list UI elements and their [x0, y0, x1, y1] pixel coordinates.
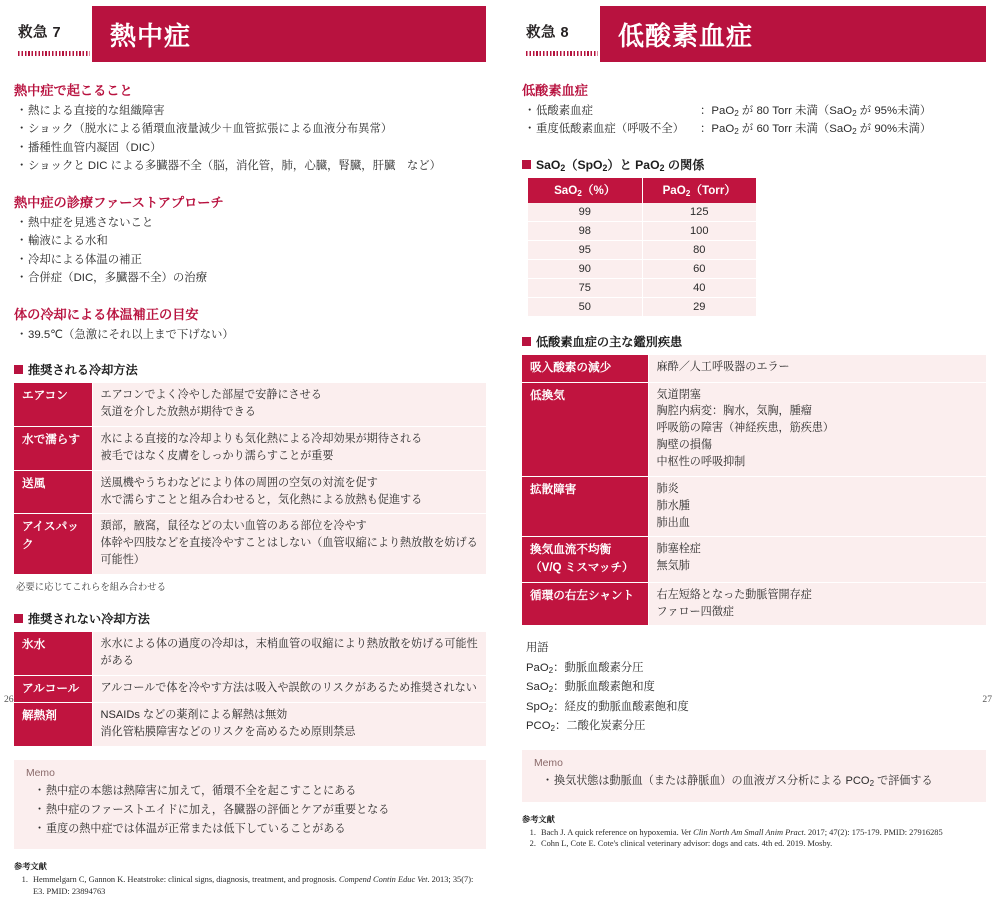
table-row — [522, 382, 986, 476]
terminology-item: SaO$_2$：動脈血酸素飽和度 — [526, 681, 655, 694]
table-row — [14, 632, 486, 675]
square-bullet-icon — [14, 614, 23, 623]
section-heading-first-approach: 熱中症の診療ファーストアプローチ — [14, 194, 224, 210]
subheading-sao2-pao2-relation — [522, 156, 986, 173]
definition-term: 重度低酸素血症（呼吸不全） — [536, 123, 685, 136]
list-item: ・ ショックと DIC による多臓器不全（脳，消化管，肺，心臓，腎臓，肝臓 など） — [18, 157, 486, 175]
row-label: 拡散障害 — [522, 476, 648, 537]
row-description: アルコールで体を冷やす方法は吸入や誤飲のリスクがあるため推奨されない — [92, 675, 486, 703]
memo-item: ・ 熱中症の本態は熱障害に加えて，循環不全を起こすことにある — [36, 782, 474, 801]
definition-value: ：PaO$_2$ が 80 Torr 未満（SaO$_2$ が 95%未満） — [700, 105, 932, 118]
memo-item: ・ 換気状態は動脈血（または静脈血）の血液ガス分析による $PCO_2$ で評価する — [544, 772, 974, 791]
list-hypoxemia-definitions — [526, 102, 986, 139]
row-description: 肺炎 肺水腫 肺出血 — [648, 476, 986, 537]
left-references-list — [14, 874, 486, 898]
subheading-sao2-pao2-label: SaO$_2$（SpO$_2$）と PaO$_2$ の関係 — [536, 157, 705, 173]
left-title-bar — [92, 6, 486, 62]
square-bullet-icon — [14, 365, 23, 374]
table-row — [14, 426, 486, 470]
reference-item: 1. Hemmelgarn C, Gannon K. Heatstroke: clinical signs, diagnosis, treatment, and prognosis. Compend Contin Educ Vet. 2013; 35(7): E3. PMID: 23894763 — [30, 874, 486, 898]
left-references-title: 参考文献 — [14, 862, 47, 872]
table-row — [528, 203, 756, 222]
table-row — [14, 514, 486, 574]
table-row — [522, 476, 986, 537]
table-cell: 125 — [642, 203, 756, 222]
list-item: ・ 39.5℃（急激にそれ以上まで下げない） — [18, 326, 486, 344]
definition-term: 低酸素血症 — [536, 105, 593, 117]
right-references — [522, 814, 986, 851]
reference-item: 1. Bach J. A quick reference on hypoxemia. Vet Clin North Am Small Anim Pract. 2017; 47(2): 175-179. PMID: 27916285 — [538, 827, 986, 839]
terminology-list — [526, 659, 986, 737]
table-cell: 99 — [528, 203, 642, 222]
reference-item: 2. Cohn L, Cote E. Cote's clinical veterinary advisor: dogs and cats. 4th ed. 2019. Mosby. — [538, 838, 986, 850]
row-description: NSAIDs などの薬剤による解熱は無効 消化管粘膜障害などのリスクを高めるため原則禁忌 — [100, 709, 356, 739]
section-heading-heatstroke-effects: 熱中症で起こること — [14, 83, 133, 98]
row-description: 右左短絡となった動脈管開存症 ファロー四徴症 — [656, 588, 812, 618]
right-chapter-number: 救急 8 — [526, 24, 570, 41]
table-row — [522, 582, 986, 625]
row-label: アイスパック — [14, 514, 92, 574]
list-item: ・ 熱中症を見逃さないこと — [18, 214, 486, 232]
list-item: ・ 熱による直接的な組織障害 — [18, 102, 486, 120]
list-item: ・ 冷却による体温の補正 — [18, 251, 486, 269]
list-item: ・ 輸液による水和 — [18, 232, 486, 250]
terminology-item: PaO$_2$：動脈血酸素分圧 — [526, 661, 644, 675]
terminology-heading: 用語 — [526, 642, 549, 655]
definition-row — [526, 102, 986, 120]
row-label: 吸入酸素の減少 — [522, 355, 648, 382]
left-page-title: 熱中症 — [110, 20, 192, 51]
table-row — [528, 221, 756, 240]
left-memo-title: Memo — [26, 768, 55, 779]
table-cell: 90 — [528, 259, 642, 278]
memo-item: ・ 熱中症のファーストエイドに加え，各臓器の評価とケアが重要となる — [36, 801, 474, 820]
list-item: ・ ショック（脱水による循環血液量減少＋血管拡張による血液分布異常） — [18, 120, 486, 138]
subheading-not-recommended-cooling — [14, 610, 486, 627]
table-row — [528, 240, 756, 259]
column-header: SaO$_2$（%） — [528, 178, 642, 203]
row-description: 水による直接的な冷却よりも気化熱による冷却効果が期待される 被毛ではなく皮膚をしっかり濡らすことが重要 — [92, 426, 486, 470]
list-item: ・ 播種性血管内凝固（DIC） — [18, 139, 486, 157]
row-label: 氷水 — [14, 632, 92, 675]
subheading-not-recommended-cooling-label: 推奨されない冷却方法 — [28, 611, 150, 626]
table-cell: 40 — [642, 278, 756, 297]
row-description: 麻酔／人工呼吸器のエラー — [648, 355, 986, 382]
table-row — [528, 278, 756, 297]
note-combine-methods: 必要に応じてこれらを組み合わせる — [16, 580, 167, 592]
left-memo-list — [26, 782, 474, 839]
row-label: 循環の右左シャント — [522, 582, 648, 625]
table-row — [522, 537, 986, 582]
column-header: PaO$_2$（Torr） — [642, 178, 756, 203]
terminology-item: $PCO_2$：二酸化炭素分圧 — [526, 720, 646, 733]
right-page-number: 27 — [982, 694, 992, 705]
definition-row — [526, 120, 986, 138]
terminology-section — [526, 639, 986, 736]
dotted-rule-decoration — [526, 51, 598, 56]
row-description: エアコンでよく冷やした部屋で安静にさせる 気道を介した放熱が期待できる — [92, 383, 486, 426]
table-cell: 95 — [528, 240, 642, 259]
row-description: 送風機やうちわなどにより体の周囲の空気の対流を促す 水で濡らすことと組み合わせると，気化熱による放熱も促進する — [92, 470, 486, 514]
row-label: 低換気 — [522, 382, 648, 476]
left-page — [0, 0, 500, 897]
right-memo-title: Memo — [534, 758, 563, 770]
table-row — [14, 383, 486, 426]
list-first-approach — [18, 214, 486, 288]
table-cell: 50 — [528, 297, 642, 316]
right-page — [500, 0, 1000, 849]
table-cell: 29 — [693, 300, 706, 313]
table-cell: 60 — [642, 259, 756, 278]
right-references-title: 参考文献 — [522, 814, 555, 824]
table-cell: 98 — [528, 221, 642, 240]
left-chapter-number: 救急 7 — [18, 24, 62, 41]
row-description: 氷水による体の過度の冷却は，末梢血管の収縮により熱放散を妨げる可能性がある — [92, 632, 486, 675]
table-row — [528, 259, 756, 278]
table-differential-diagnosis — [522, 355, 986, 625]
left-page-number: 26 — [4, 694, 14, 705]
subheading-differential-diagnosis — [522, 333, 986, 350]
row-label: 送風 — [14, 470, 92, 514]
left-chapter-number-box — [14, 6, 92, 62]
subheading-differential-label: 低酸素血症の主な鑑別疾患 — [536, 334, 683, 349]
subheading-recommended-cooling-label: 推奨される冷却方法 — [28, 363, 138, 378]
left-memo-box — [14, 760, 486, 849]
right-chapter-header — [522, 6, 986, 62]
left-chapter-header — [14, 6, 486, 62]
table-not-recommended-cooling — [14, 632, 486, 746]
terminology-item: SpO$_2$：経皮的動脈血酸素飽和度 — [526, 700, 689, 714]
right-page-title: 低酸素血症 — [618, 20, 754, 51]
left-references — [14, 861, 486, 898]
table-cell: 75 — [528, 278, 642, 297]
row-description: 肺塞栓症 無気肺 — [648, 537, 986, 582]
row-description: 頚部，腋窩，鼠径などの太い血管のある部位を冷やす 体幹や四肢などを直接冷やすことはしない（血管収縮により熱放散を妨げる可能性） — [100, 520, 478, 567]
row-label: アルコール — [14, 675, 92, 703]
table-sao2-pao2 — [528, 178, 756, 316]
right-chapter-number-box — [522, 6, 600, 62]
row-label: 水で濡らす — [14, 426, 92, 470]
square-bullet-icon — [522, 337, 531, 346]
list-cooling-target — [18, 326, 486, 344]
row-description: 気道閉塞 胸腔内病変：胸水，気胸，腫瘤 呼吸筋の障害（神経疾患，筋疾患） 胸壁の損傷 中枢性の呼吸抑制 — [648, 382, 986, 476]
memo-item: ・ 重度の熱中症では体温が正常または低下していることがある — [36, 820, 474, 839]
right-memo-list — [534, 772, 974, 791]
square-bullet-icon — [522, 160, 531, 169]
table-row — [528, 297, 756, 316]
table-row — [14, 675, 486, 703]
row-label: エアコン — [14, 383, 92, 426]
table-recommended-cooling — [14, 383, 486, 574]
table-cell: 80 — [642, 240, 756, 259]
row-label: 換気血流不均衡 （V/Q ミスマッチ） — [522, 537, 648, 582]
row-label: 解熱剤 — [14, 703, 92, 746]
subheading-recommended-cooling — [14, 361, 486, 378]
definition-value: ：PaO$_2$ が 60 Torr 未満（SaO$_2$ が 90%未満） — [700, 123, 932, 137]
list-heatstroke-effects — [18, 102, 486, 176]
right-memo-box — [522, 750, 986, 801]
table-row — [522, 355, 986, 382]
list-item: ・ 合併症（DIC，多臓器不全）の治療 — [18, 269, 486, 287]
right-references-list — [522, 827, 986, 851]
section-heading-hypoxemia: 低酸素血症 — [522, 83, 588, 98]
table-cell: 100 — [642, 221, 756, 240]
table-row — [14, 470, 486, 514]
section-heading-cooling-target: 体の冷却による体温補正の目安 — [14, 306, 199, 322]
right-title-bar — [600, 6, 986, 62]
table-row — [14, 703, 486, 746]
dotted-rule-decoration — [18, 51, 90, 56]
